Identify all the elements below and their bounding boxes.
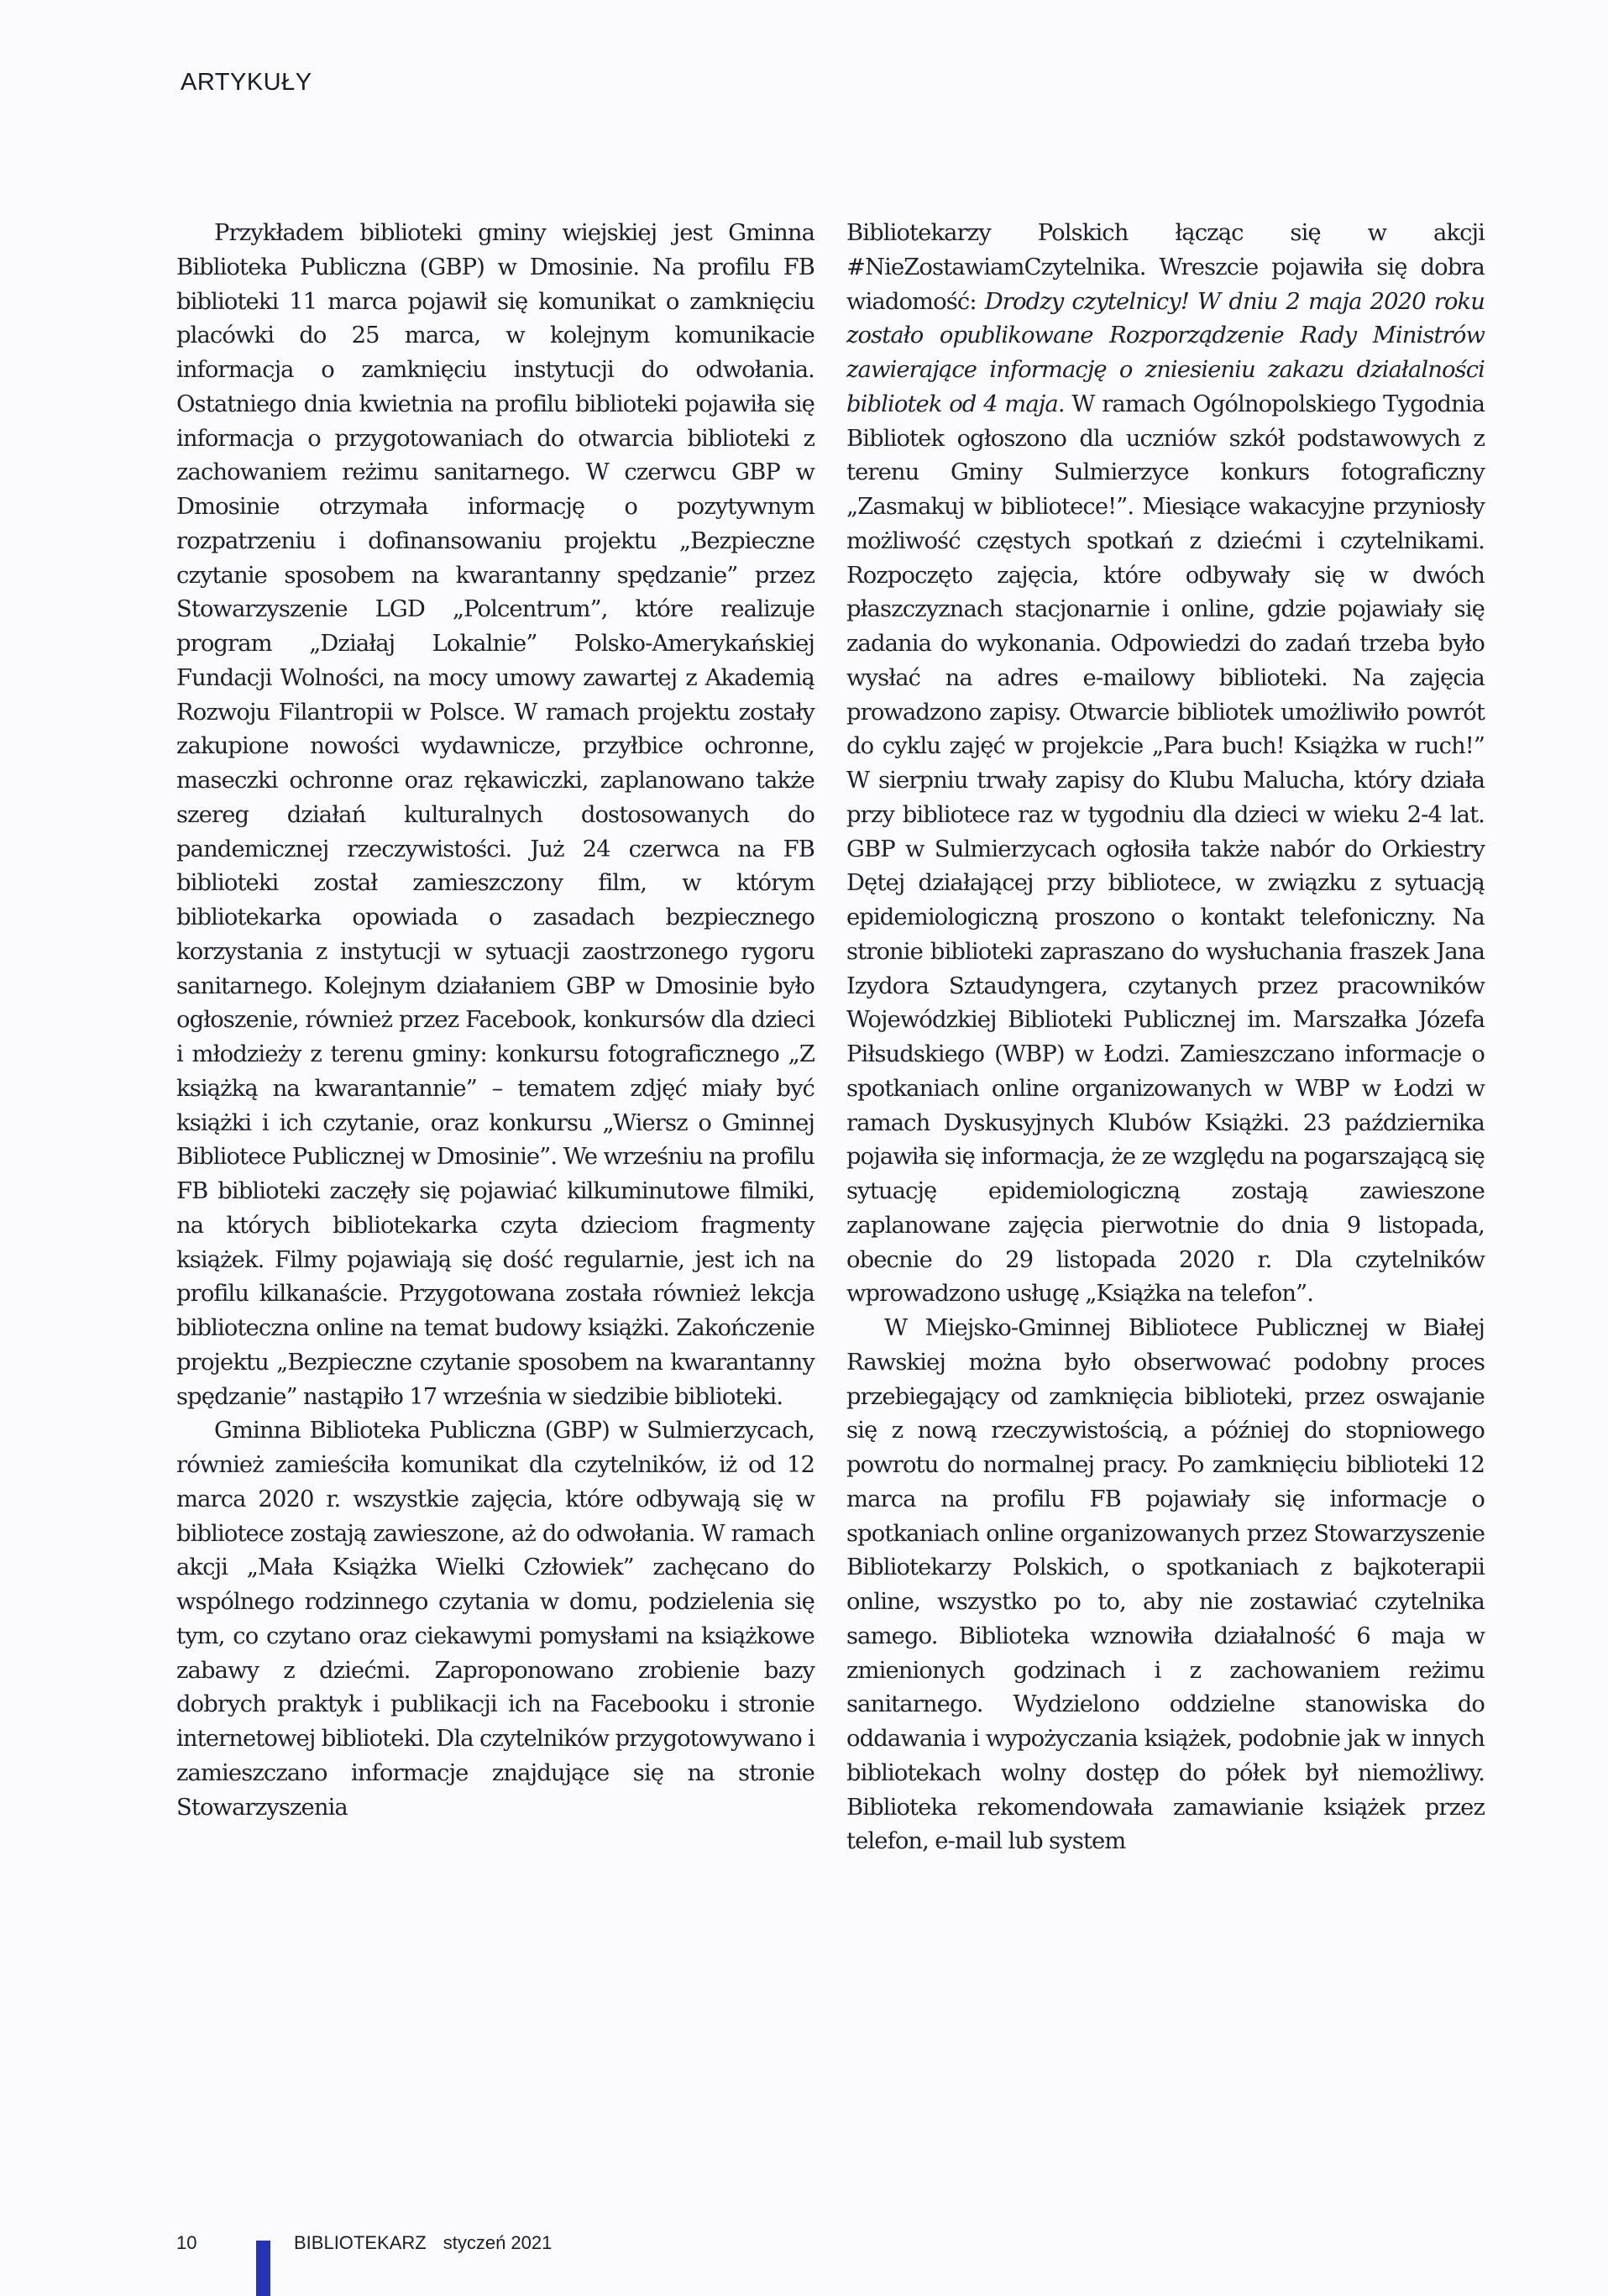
- article-column-right: [846, 217, 1485, 1859]
- text-run: . W ramach Ogólnopolskiego Tygodnia Bibliotek ogłoszono dla uczniów szkół podstawowych z terenu Gminy Sulmierzyce konkurs fotograficzny „Zasmakuj w bibliotece!”. Miesiące wakacyjne przyniosły możliwość częstych spotkań z dziećmi i czytelnikami. Rozpoczęto zajęcia, które odbywały się w dwóch płaszczyznach stacjonarnie i online, gdzie pojawiały się zadania do wykonania. Odpowiedzi do zadań trzeba było wysłać na adres e-mailowy biblioteki. Na zajęcia prowadzono zapisy. Otwarcie bibliotek umożliwiło powrót do cyklu zajęć w projekcie „Para buch! Książka w ruch!” W sierpniu trwały zapisy do Klubu Malucha, który działa przy bibliotece raz w tygodniu dla dzieci w wieku 2-4 lat. GBP w Sulmierzycach ogłosiła także nabór do Orkiestry Dętej działającej przy bibliotece, w związku z sytuacją epidemiologiczną proszono o kontakt telefoniczny. Na stronie biblioteki zapraszano do wysłuchania fraszek Jana Izydora Sztaudyngera, czytanych przez pracowników Wojewódzkiej Biblioteki Publicznej im. Marszałka Józefa Piłsudskiego (WBP) w Łodzi. Zamieszczano informacje o spotkaniach online organizowanych w WBP w Łodzi w ramach Dyskusyjnych Klubów Książki. 23 października pojawiła się informacja, że ze względu na pogarszającą się sytuację epidemiologiczną zostają zawieszone zaplanowane zajęcia pierwotnie do dnia 9 listopada, obecnie do 29 listopada 2020 r. Dla czytelników wprowadzono usługę „Książka na telefon”.: [846, 391, 1485, 1308]
- text-run: Bibliotekarzy Polskich łącząc się w akcji #NieZostawiamCzytelnika. Wreszcie pojawiła się dobra wiadomość:: [846, 220, 1485, 315]
- accent-bar: [256, 2241, 270, 2296]
- quoted-announcement: Drodzy czytelnicy! W dniu 2 maja 2020 roku zostało opublikowane Rozporządzenie Rady Ministrów zawierające informację o zniesieniu zakazu działalności bibliotek od 4 maja: [846, 288, 1485, 417]
- paragraph-dmosin: Przykładem biblioteki gminy wiejskiej jest Gminna Biblioteka Publiczna (GBP) w Dmosinie. Na profilu FB biblioteki 11 marca pojawił się komunikat o zamknięciu placówki do 25 marca, w kolejnym komunikacie informacja o zamknięciu instytucji do odwołania. Ostatniego dnia kwietnia na profilu biblioteki pojawiła się informacja o przygotowaniach do otwarcia biblioteki z zachowaniem reżimu sanitarnego. W czerwcu GBP w Dmosinie otrzymała informację o pozytywnym rozpatrzeniu i dofinansowaniu projektu „Bezpieczne czytanie sposobem na kwarantanny spędzanie” przez Stowarzyszenie LGD „Polcentrum”, które realizuje program „Działaj Lokalnie” Polsko-Amerykańskiej Fundacji Wolności, na mocy umowy zawartej z Akademią Rozwoju Filantropii w Polsce. W ramach projektu zostały zakupione nowości wydawnicze, przyłbice ochronne, maseczki ochronne oraz rękawiczki, zaplanowano także szereg działań kulturalnych dostosowanych do pandemicznej rzeczywistości. Już 24 czerwca na FB biblioteki został zamieszczony film, w którym bibliotekarka opowiada o zasadach bezpiecznego korzystania z instytucji w sytuacji zaostrzonego rygoru sanitarnego. Kolejnym działaniem GBP w Dmosinie było ogłoszenie, również przez Facebook, konkursów dla dzieci i młodzieży z terenu gminy: konkursu fotograficznego „Z książką na kwarantannie” – tematem zdjęć miały być książki i ich czytanie, oraz konkursu „Wiersz o Gminnej Bibliotece Publicznej w Dmosinie”. We wrześniu na profilu FB biblioteki zaczęły się pojawiać kilkuminutowe filmiki, na których bibliotekarka czyta dzieciom fragmenty książek. Filmy pojawiają się dość regularnie, jest ich na profilu kilkanaście. Przygotowana została również lekcja biblioteczna online na temat budowy książki. Zakończenie projektu „Bezpieczne czytanie sposobem na kwarantanny spędzanie” nastąpiło 17 września w siedzibie biblioteki.: [176, 220, 814, 1410]
- issue-date: styczeń 2021: [443, 2232, 553, 2253]
- paragraph-biala-rawska: W Miejsko-Gminnej Bibliotece Publicznej w Białej Rawskiej można było obserwować podobny proces przebiegający od zamknięcia biblioteki, przez oswajanie się z nową rzeczywistością, a później do stopniowego powrotu do normalnej pracy. Po zamknięciu biblioteki 12 marca na profilu FB pojawiały się informacje o spotkaniach online organizowanych przez Stowarzyszenie Bibliotekarzy Polskich, o spotkaniach z bajkoterapii online, wszystko po to, aby nie zostawiać czytelnika samego. Biblioteka wznowiła działalność 6 maja w zmienionych godzinach i z zachowaniem reżimu sanitarnego. Wydzielono oddzielne stanowiska do oddawania i wypożyczania książek, podobnie jak w innych bibliotekach wolny dostęp do półek był niemożliwy. Biblioteka rekomendowała zamawianie książek przez telefon, e-mail lub system: [846, 1315, 1485, 1855]
- page-number: 10: [176, 2232, 197, 2253]
- section-heading: ARTYKUŁY: [181, 69, 312, 96]
- magazine-info: [294, 2232, 552, 2254]
- paragraph-sulmierzyce-continued: [846, 217, 1485, 1312]
- article-column-left: [176, 217, 814, 1825]
- paragraph-sulmierzyce: Gminna Biblioteka Publiczna (GBP) w Sulmierzycach, również zamieściła komunikat dla czytelników, iż od 12 marca 2020 r. wszystkie zajęcia, które odbywają się w bibliotece zostają zawieszone, aż do odwołania. W ramach akcji „Mała Książka Wielki Człowiek” zachęcano do wspólnego rodzinnego czytania w domu, podzielenia się tym, co czytano oraz ciekawymi pomysłami na książkowe zabawy z dziećmi. Zaproponowano zrobienie bazy dobrych praktyk i publikacji ich na Facebooku i stronie internetowej biblioteki. Dla czytelników przygotowywano i zamieszczano informacje znajdujące się na stronie Stowarzyszenia: [176, 1418, 814, 1821]
- magazine-title: BIBLIOTEKARZ: [294, 2232, 427, 2253]
